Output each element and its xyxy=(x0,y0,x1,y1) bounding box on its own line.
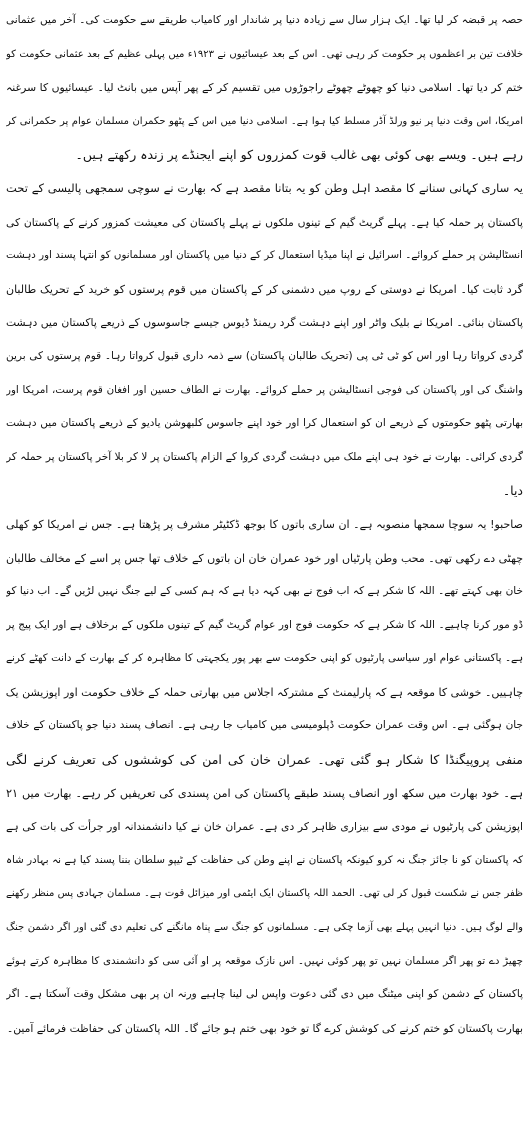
paragraph xyxy=(6,4,523,172)
text-line: پاکستان کے دشمن کو اپنی میٹنگ میں دی گئی دعوت واپس لی لینا چاہیے ورنہ ان پر بھی مشکل وقت آسکتا ہے۔ اگر xyxy=(6,988,523,1001)
text-line: پاکستان بنائی۔ امریکا نے بلیک واٹر اور اپنے دہشت گرد ریمنڈ ڈیوس جیسے جاسوسوں کے ذریعے پاکستان میں دہشت xyxy=(6,316,523,330)
text-line: گرد ثابت کیا۔ امریکا نے دوستی کے روپ میں دشمنی کر کے پاکستان میں قوم پرستوں کو خرید کے تحریک طالبان xyxy=(6,282,523,296)
text-line: بھارت پاکستان کو ختم کرنے کی کوشش کرے گا تو خود بھی ختم ہو جائے گا۔ اللہ پاکستان کی حفاظت فرمائے آمین۔ xyxy=(6,1021,523,1035)
text-line: امریکا، اس وقت دنیا پر نیو ورلڈ آڈر مسلط کیا ہوا ہے۔ اسلامی دنیا میں اس کے پٹھو حکمران مسلمان عوام پر حکمرانی کر xyxy=(6,115,523,127)
text-line: یہ ساری کہانی سنانے کا مقصد اہل وطن کو یہ بتانا مقصد ہے کہ بھارت نے سوچی سمجھی پالیسی کے تحت xyxy=(6,180,523,195)
text-line: اپوزیشن کی پارٹیوں نے مودی سے بیزاری ظاہر کر دی ہے۔ عمران خان نے کیا دانشمندانہ اور جرأت کی بات کی ہے xyxy=(6,820,523,834)
text-line: جان ہوگئی ہے۔ اس وقت عمران حکومت ڈپلومیسی میں کامیاب جا رہی ہے۔ انصاف پسند دنیا جو پاکستان کے خلاف xyxy=(6,719,523,732)
text-line: ختم کر دیا تھا۔ اسلامی دنیا کو چھوٹے چھوٹے راجوڑوں میں تقسیم کر کے پھر آپس میں بانٹ لیا۔ عیسائیوں کا سرغنہ xyxy=(6,81,523,95)
article-body xyxy=(6,4,523,1045)
text-line: چاہییں۔ خوشی کا موقعہ ہے کہ پارلیمنٹ کے مشترکہ اجلاس میں بھارتی حملہ کے خلاف حکومت اور اپوزیشن یک xyxy=(6,685,523,699)
paragraph xyxy=(6,508,523,1046)
text-line: پاکستان پر حملہ کیا ہے۔ پہلے گریٹ گیم کے تینوں ملکوں نے پہلے پاکستان کی معیشت کمزور کرنے کے پاکستان کی xyxy=(6,215,523,229)
text-line: صاحبو! یہ سوچا سمجھا منصوبہ ہے۔ ان ساری باتوں کا بوجھ ڈکٹیٹر مشرف پر پڑھتا ہے۔ جس نے امریکا کو کھلی xyxy=(6,517,523,531)
paragraph xyxy=(6,172,523,508)
text-line: بھارتی پٹھو حکومتوں کے ذریعے ان کو استعمال کرا اور خود اپنے جاسوس کلبھوشن یادیو کے ذریعے پاکستان میں دہشت xyxy=(6,417,523,430)
text-line: ظفر جس نے شکست قبول کر لی تھی۔ الحمد اللہ پاکستان ایک ایٹمی اور میزائل قوت ہے۔ مسلمان جہادی پس منظر رکھنے xyxy=(6,888,523,900)
text-line: دیا۔ xyxy=(502,483,523,499)
text-line: چھٹی دے رکھی تھی۔ محب وطن پارٹیاں اور خود عمران خان ان باتوں کے خلاف تھا جس پر اسے کے مخالف طالبان xyxy=(6,551,523,565)
text-line: حصہ پر قبضہ کر لیا تھا۔ ایک ہزار سال سے زیادہ دنیا پر شاندار اور کامیاب طریقے سے حکومت کی۔ آخر میں عثمانی xyxy=(6,14,523,26)
text-line: والے لوگ ہیں۔ دنیا انہیں پہلے بھی آزما چکی ہے۔ مسلمانوں کو جنگ سے پناہ مانگنے کی تعلیم دی گئی اور اگر دشمن جنگ xyxy=(6,922,523,934)
text-line: خلافت تین بر اعظموں پر حکومت کر رہی تھی۔ اس کے بعد عیسائیوں نے ۱۹۲۳ء میں پہلی عظیم کے بعد عثمانی حکومت کو xyxy=(6,48,523,60)
text-line: گردی کرواتا رہا اور اس کو ٹی ٹی پی (تحریک طالبان پاکستان) سے ذمہ داری قبول کرواتا رہا۔ قوم پرستوں کی برین xyxy=(6,349,523,362)
text-line: ہے۔ خود بھارت میں سکھ اور انصاف پسند طبقے پاکستان کی امن پسندی کی تعریفیں کر رہے۔ بھارت میں ۲۱ xyxy=(6,786,523,800)
text-line: ڈو مور کرنا چاہیے۔ اللہ کا شکر ہے کہ حکومت فوج اور عوام گریٹ گیم کے تینوں ملکوں کے برخلاف ہے اور ایک پیج پر xyxy=(6,618,523,631)
text-line: کہ پاکستان کو نا جائز جنگ نہ کرو کیونکہ پاکستان نے اپنے وطن کی حفاظت کے ٹیپو سلطان بننا پسند کیا ہے نہ بہادر شاہ xyxy=(6,853,523,866)
text-line: انسٹالیشن پر حملے کروائے۔ اسرائیل نے اپنا میڈیا استعمال کر کے دنیا میں پاکستان اور مسلمانوں کو انتہا پسند اور دہشت xyxy=(6,249,523,262)
text-line: رہے ہیں۔ ویسے بھی کوئی بھی غالب قوت کمزروں کو اپنے ایجنڈے پر زندہ رکھتے ہیں۔ xyxy=(75,147,523,163)
text-line: چھیڑ دے تو پھر اگر مسلمان نہیں تو پھر کوئی نہیں۔ اس نازک موقعہ پر او آئی سی کو دانشمندی کا مظاہرہ کرتے ہوئے xyxy=(6,954,523,967)
text-line: ہے۔ پاکستانی عوام اور سیاسی پارٹیوں کو اپنی حکومت سے بھر پور یکجہتی کا مظاہرہ کر کے بھارت کے دانت کھٹے کرنے xyxy=(6,652,523,665)
text-line: خان بھی کہتے تھے۔ اللہ کا شکر ہے کہ اب فوج نے بھی کہہ دیا ہے کہ ہم کسی کے لیے جنگ نہیں لڑیں گے۔ اب دنیا کو xyxy=(6,585,523,598)
text-line: منفی پروپیگنڈا کا شکار ہو گئی تھی۔ عمران خان کی امن کی کوششوں کی تعریف کرنے لگی xyxy=(6,752,523,768)
text-line: گردی کرائی۔ بھارت نے خود ہی اپنے ملک میں دہشت گردی کروا کے الزام پاکستان پر لا کر بلا آخر پاکستان پر حملہ کر xyxy=(6,450,523,463)
text-line: واشنگ کی اور پاکستان کی فوجی انسٹالیشن پر حملے کروائے۔ بھارت نے الطاف حسین اور افغان قوم پرست، امریکا اور xyxy=(6,383,523,396)
